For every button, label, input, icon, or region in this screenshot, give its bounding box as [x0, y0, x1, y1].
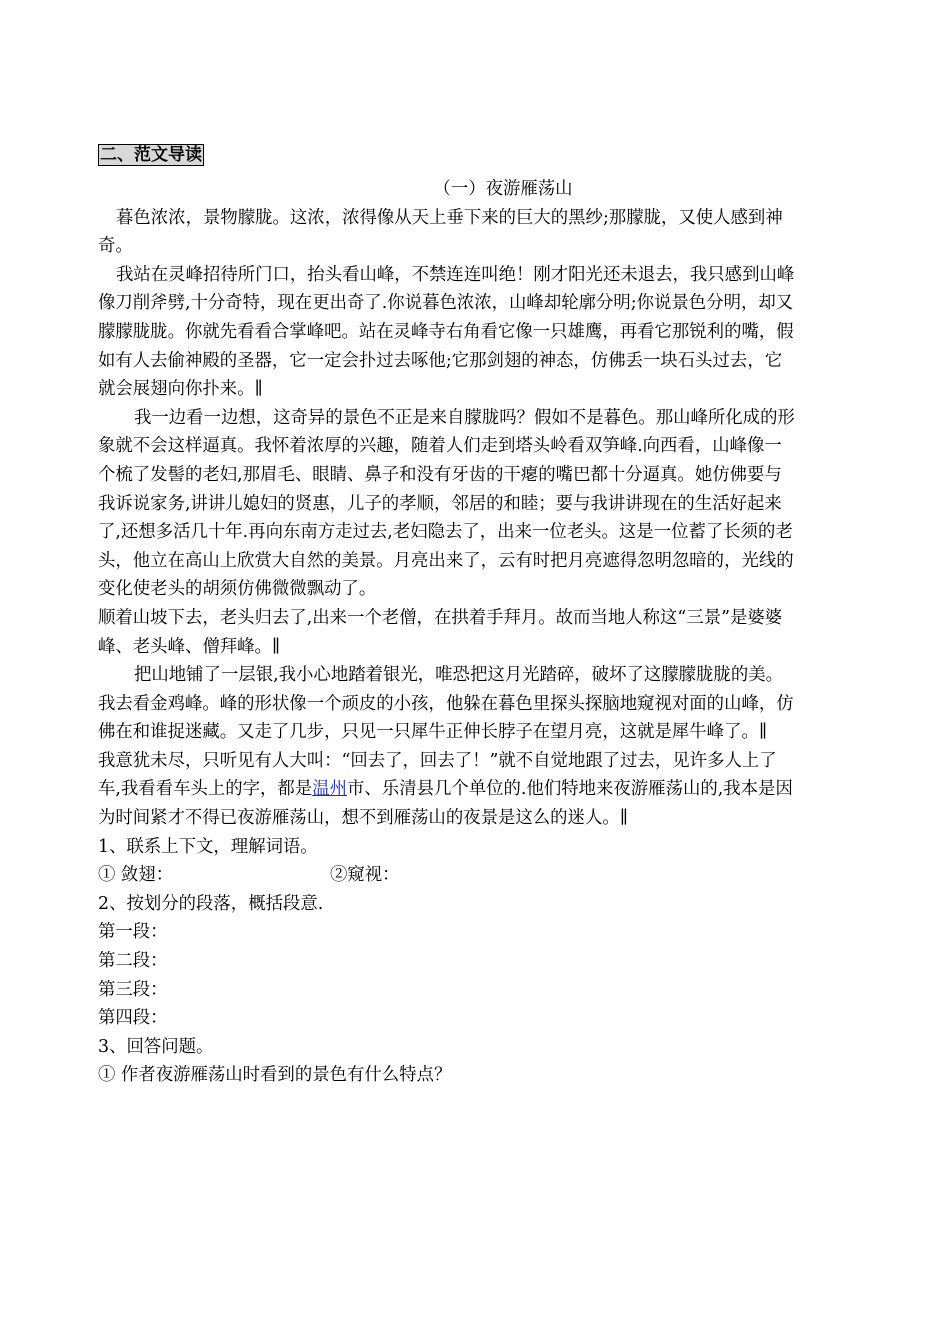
paragraph-5: 把山地铺了一层银,我小心地踏着银光，唯恐把这月光踏碎，破坏了这朦朦胧胧的美。我去看金鸡峰。峰的形状像一个顽皮的小孩，他躲在暮色里探头探脑地窥视对面的山峰，仿佛在和谁捉迷藏。又走了几步，只见一只犀牛正伸长脖子在望月亮，这就是犀牛峰了。∥ — [98, 665, 794, 743]
question-2-section-1: 第一段： — [98, 922, 168, 943]
paragraph-6-text-end: 市、乐清县几个单位的.他们特地来夜游雁荡山的,我本是因为时间紧才不得已夜游雁荡山，想不到雁荡山的夜景是这么的迷人。∥ — [98, 779, 793, 829]
question-1-term-a: ① 敛翅： — [98, 865, 174, 886]
question-3: 3、回答问题。 — [98, 1036, 214, 1057]
question-2: 2、按划分的段落，概括段意. — [98, 893, 324, 914]
question-3-item-1: ① 作者夜游雁荡山时看到的景色有什么特点？ — [98, 1065, 452, 1086]
question-1-blanks — [98, 861, 798, 890]
paragraph-2: 我站在灵峰招待所门口，抬头看山峰，不禁连连叫绝！刚才阳光还未退去，我只感到山峰像刀削斧劈,十分奇特，现在更出奇了.你说暮色浓浓，山峰却轮廓分明;你说景色分明，却又朦朦胧胧。你就先看看合掌峰吧。站在灵峰寺右角看它像一只雄鹰，再看它那锐利的嘴，假如有人去偷神殿的圣器，它一定会扑过去啄他;它那剑翅的神态，仿佛丢一块石头过去，它就会展翅向你扑来。∥ — [98, 264, 795, 400]
section-heading — [98, 141, 798, 169]
paragraph-6-text-start: 我意犹未尽，只听见有人大叫：“回去了，回去了！”就不自觉地跟了过去，见许多人上了车,我看看车头上的字，都是 — [98, 750, 777, 800]
question-1: 1、联系上下文，理解词语。 — [98, 836, 318, 857]
article-title: （一）夜游雁荡山 — [433, 179, 573, 199]
paragraph-3: 我一边看一边想，这奇异的景色不正是来自朦胧吗？假如不是暮色。那山峰所化成的形象就不会这样逼真。我怀着浓厚的兴趣，随着人们走到塔头岭看双笋峰.向西看，山峰像一个梳了发髻的老妇,那眉毛、眼睛、鼻子和没有牙齿的干瘪的嘴巴都十分逼真。她仿佛要与我诉说家务,讲讲儿媳妇的贤惠，儿子的孝顺，邻居的和睦；要与我讲讲现在的生活好起来了,还想多活几十年.再向东南方走过去,老妇隐去了，出来一位老头。这是一位蓄了长须的老头，他立在高山上欣赏大自然的美景。月亮出来了，云有时把月亮遮得忽明忽暗的，光线的变化使老头的胡须仿佛微微飘动了。 — [98, 407, 795, 600]
question-2-section-4: 第四段： — [98, 1008, 168, 1029]
question-2-section-2: 第二段： — [98, 951, 168, 972]
paragraph-6 — [98, 747, 798, 833]
document-page — [98, 141, 798, 1090]
wenzhou-link[interactable]: 温州 — [312, 779, 348, 800]
section-heading-text: 二、范文导读 — [100, 145, 202, 165]
question-2-section-3: 第三段： — [98, 979, 168, 1000]
question-1-term-b: ②窥视： — [330, 865, 400, 886]
paragraph-1: 暮色浓浓，景物朦胧。这浓，浓得像从天上垂下来的巨大的黑纱;那朦胧，又使人感到神奇。 — [98, 207, 783, 257]
paragraph-4: 顺着山坡下去，老头归去了,出来一个老僧，在拱着手拜月。故而当地人称这“三景”是婆婆峰、老头峰、僧拜峰。∥ — [98, 607, 783, 657]
